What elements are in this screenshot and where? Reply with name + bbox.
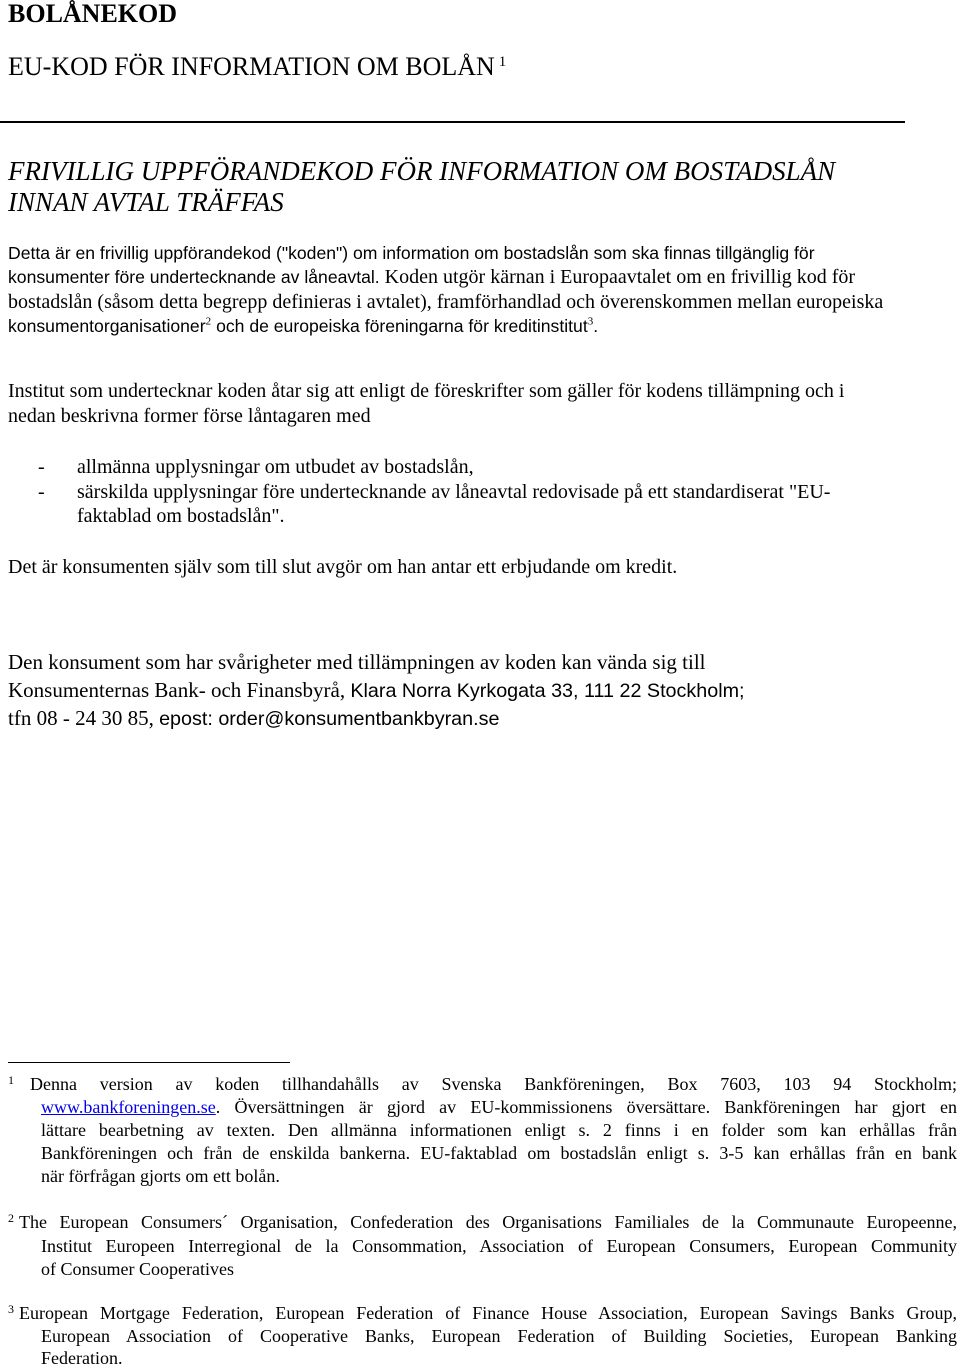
footnote-ref-1: 1 xyxy=(498,54,507,70)
footnote-number: 1 xyxy=(8,1073,14,1087)
footnote-line: när förfrågan gjorts om ett bolån. xyxy=(41,1166,280,1186)
document-title: BOLÅNEKOD xyxy=(8,0,178,28)
information-list xyxy=(8,455,958,529)
contact-line-2 xyxy=(8,677,958,706)
list-dash: - xyxy=(38,480,45,503)
footnote-ref-2: 2 xyxy=(205,315,212,328)
contact-address: Klara Norra Kyrkogata 33, 111 22 Stockholm; xyxy=(350,679,745,702)
list-item xyxy=(8,480,958,529)
footnote-line: Institut Europeen Interregional de la Consommation, Association of European Consumers, European Community xyxy=(41,1235,957,1256)
heading-line-1: FRIVILLIG UPPFÖRANDEKOD FÖR INFORMATION OM BOSTADSLÅN xyxy=(8,156,836,186)
document-subtitle xyxy=(8,53,958,81)
footnote-ref-3: 3 xyxy=(587,315,594,328)
header-divider xyxy=(0,121,905,123)
contact-phone: tfn 08 - 24 30 85, xyxy=(8,706,154,730)
decision-paragraph: Det är konsumenten själv som till slut avgör om han antar ett erbjudande om kredit. xyxy=(8,556,678,578)
list-item-text: faktablad om bostadslån". xyxy=(77,505,285,527)
intro-line-2 xyxy=(8,265,958,289)
footnote-divider xyxy=(8,1062,290,1063)
footnote-line xyxy=(41,1096,957,1119)
footnote-2 xyxy=(8,1211,957,1282)
commitment-line-1: Institut som undertecknar koden åtar sig att enligt de föreskrifter som gäller för kodens tillämpning och i xyxy=(8,380,845,402)
commitment-paragraph xyxy=(8,379,958,428)
intro-line-4 xyxy=(8,314,958,338)
footnote-line: Bankföreningen och från de enskilda bankerna. EU-faktablad om bostadslån enligt s. 3-5 kan erhållas från en bank xyxy=(41,1143,957,1163)
commitment-line-2: nedan beskrivna former förse låntagaren med xyxy=(8,404,371,427)
contact-line-1: Den konsument som har svårigheter med tillämpningen av koden kan vända sig till xyxy=(8,650,706,674)
list-item-text: särskilda upplysningar före undertecknande av låneavtal redovisade på ett standardiserat "EU- xyxy=(77,480,831,503)
contact-line-3 xyxy=(8,705,958,734)
intro-line-3: bostadslån (såsom detta begrepp definieras i avtalet), framförhandlad och överenskommen mellan europeiska xyxy=(8,290,884,313)
footnote-line: European Association of Cooperative Banks, European Federation of Building Societies, European Banking xyxy=(41,1325,957,1346)
list-item-text: allmänna upplysningar om utbudet av bostadslån, xyxy=(77,456,474,478)
intro-text: Detta är en frivillig uppförandekod ("koden") om information om bostadslån som ska finnas tillgänglig för xyxy=(8,243,815,263)
contact-email: epost: order@konsumentbankbyran.se xyxy=(159,708,500,730)
intro-text: konsumenter före undertecknande av låneavtal. xyxy=(8,267,380,288)
list-dash: - xyxy=(38,456,45,478)
footnote-1 xyxy=(8,1073,957,1188)
footnote-3 xyxy=(8,1302,957,1370)
footnote-number: 3 xyxy=(8,1302,14,1316)
intro-text: konsumentorganisationer xyxy=(8,316,206,337)
contact-organisation: Konsumenternas Bank- och Finansbyrå, xyxy=(8,677,346,702)
list-item xyxy=(8,455,958,480)
footnote-line: European Mortgage Federation, European Federation of Finance House Association, European Savings Banks Group, xyxy=(19,1303,957,1323)
heading-line-2: INNAN AVTAL TRÄFFAS xyxy=(8,187,284,217)
intro-text: . xyxy=(593,316,599,337)
subtitle-text: EU-KOD FÖR INFORMATION OM BOLÅN xyxy=(8,52,495,81)
footnote-line: Federation. xyxy=(41,1348,123,1368)
footnote-text: . Översättningen är gjord av EU-kommissionens översättare. Bankföreningen har gjort en xyxy=(215,1097,957,1117)
footnote-line: of Consumer Cooperatives xyxy=(41,1259,234,1279)
footnote-line: lättare bearbetning av texten. Den allmänna informationen enligt s. 2 finns i en folder som kan erhållas från xyxy=(41,1120,957,1140)
footnote-line: The European Consumers´ Organisation, Confederation des Organisations Familiales de la Communaute Europeenne, xyxy=(19,1212,957,1232)
footnote-line: Denna version av koden tillhandahålls av Svenska Bankföreningen, Box 7603, 103 94 Stockholm; xyxy=(30,1074,957,1094)
intro-text: och de europeiska föreningarna för kreditinstitut xyxy=(216,316,588,337)
contact-paragraph xyxy=(8,649,958,734)
footnote-number: 2 xyxy=(8,1211,14,1225)
bankforeningen-link[interactable]: www.bankforeningen.se xyxy=(41,1097,216,1117)
section-heading xyxy=(8,156,958,218)
intro-paragraph xyxy=(8,241,958,339)
intro-line-1 xyxy=(8,241,958,265)
intro-text: Koden utgör kärnan i Europaavtalet om en frivillig kod för xyxy=(384,266,856,289)
